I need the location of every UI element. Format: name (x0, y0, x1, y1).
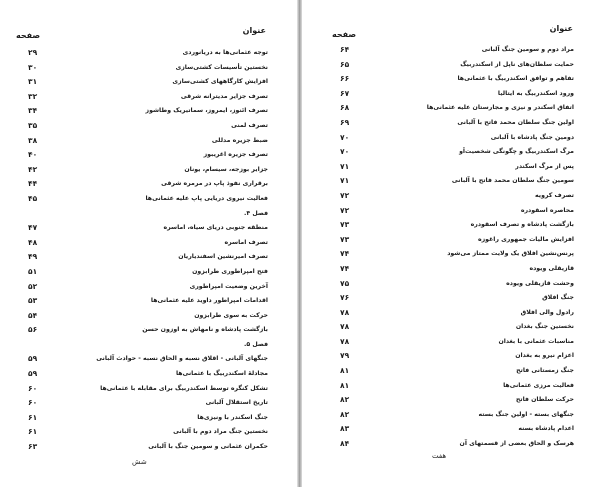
toc-entry-title: تصرف اماسره (224, 238, 268, 246)
toc-entry-page: ۶۹ (340, 117, 350, 127)
toc-entry-title: رادول والی افلاق (520, 308, 574, 316)
toc-entry-page: ۸۳ (340, 424, 350, 434)
toc-entry (28, 75, 268, 90)
toc-entry-page: ۶۰ (28, 398, 38, 408)
toc-entry (340, 218, 574, 233)
toc-entry-title: دومین جنگ پادشاه با آلبانی (490, 133, 574, 141)
toc-entry-title: پس از مرگ اسکندر (515, 162, 574, 170)
toc-entry (28, 221, 268, 236)
toc-entry-page: ۷۴ (340, 263, 350, 273)
toc-entry-title: اقدامات امپراطور داوید علیه عثمانی‌ها (150, 297, 268, 305)
toc-entry-page: ۸۲ (340, 409, 350, 419)
toc-entry-page: ۷۸ (340, 336, 350, 346)
toc-entry-title: مراد دوم و سومین جنگ آلبانی (481, 46, 574, 53)
toc-entry-page: ۴۴ (28, 179, 38, 189)
toc-entry-page: ۷۳ (340, 234, 350, 244)
toc-entry-page: ۶۶ (340, 74, 350, 84)
toc-entry-title: افزایش مالیات جمهوری راغوزه (477, 235, 574, 243)
toc-entry-page: ۶۱ (28, 427, 38, 437)
toc-entry-page: ۶۷ (340, 88, 350, 98)
toc-entry-title: فعالیت نیروی دریایی پاپ علیه عثمانی‌ها (145, 194, 268, 202)
toc-entry (340, 204, 574, 219)
toc-entry-title: مناسبات عثمانی با بغدان (498, 337, 574, 345)
toc-entry-page: ۸۱ (340, 366, 350, 376)
toc-entry-title: بازگشت پادشاه و نامهاش به اوزون حسن (142, 326, 268, 334)
right-folio: هفت (432, 452, 447, 460)
left-folio: شش (132, 458, 147, 466)
toc-entry-page: ۵۳ (28, 296, 38, 306)
toc-entry (340, 437, 574, 452)
toc-entry (340, 131, 574, 146)
toc-entry-title: آخرین وضعیت امپراطوری (189, 282, 268, 290)
toc-entry (340, 277, 574, 292)
toc-entry (28, 323, 268, 338)
toc-entry (28, 119, 268, 134)
toc-entry (28, 134, 268, 149)
toc-entry-page: ۳۱ (28, 77, 38, 87)
toc-entry (340, 408, 574, 423)
toc-entry-page: ۸۱ (340, 380, 350, 390)
toc-entry-title: جنگهای بسته - اولین جنگ بسته (478, 410, 574, 418)
toc-entry (340, 116, 574, 131)
toc-entry (28, 352, 268, 367)
toc-entry (340, 349, 574, 364)
toc-entry (340, 189, 574, 204)
toc-entry-page: ۷۲ (340, 205, 350, 215)
toc-entry-page: ۷۲ (340, 190, 350, 200)
toc-entry-title: تصرف لمنی (231, 121, 268, 129)
left-toc-list (28, 46, 268, 455)
toc-entry-title: حمایت سلطان‌های ناپل از اسکندربیگ (460, 60, 574, 68)
toc-entry (28, 382, 268, 397)
toc-entry-page: ۷۸ (340, 322, 350, 332)
toc-entry (340, 306, 574, 321)
right-header-page: صفحه (332, 30, 357, 39)
toc-entry-page: ۷۸ (340, 307, 350, 317)
toc-entry-page: ۴۷ (28, 223, 38, 233)
toc-entry-title: ورود اسکندربیگ به ایتالیا (497, 89, 574, 97)
toc-entry-page: ۶۰ (28, 383, 38, 393)
toc-entry (28, 148, 268, 163)
toc-entry-title: محاصره اسقودره (520, 206, 574, 214)
toc-entry (340, 174, 574, 189)
toc-entry-title: حرکت به سوی طرابزون (194, 311, 268, 319)
toc-entry-title: جنگهای آلبانی - اقلاق نسبه و الحاق نسبه - حوادث آلبانی (96, 355, 268, 363)
toc-entry (28, 163, 268, 178)
toc-entry-title: نخستین جنگ مراد دوم با آلبانی (173, 428, 268, 436)
toc-entry-title: تفاهم و توافق اسکندربیگ با عثمانی‌ها (457, 75, 574, 83)
toc-entry (340, 364, 574, 379)
toc-entry-title: فصل ۵. (244, 340, 268, 348)
toc-entry-page: ۷۹ (340, 351, 350, 361)
toc-entry-title: مرگ اسکندربیگ و چگونگی شخصیت‌اَو (459, 148, 574, 156)
left-page (0, 0, 298, 487)
toc-entry-page: ۷۶ (340, 293, 350, 303)
toc-entry (28, 396, 268, 411)
toc-entry-title: اعدام پادشاه بسنه (518, 425, 574, 433)
toc-entry-page: ۳۵ (28, 120, 38, 130)
toc-entry (28, 440, 268, 455)
toc-entry-page: ۴۲ (28, 164, 38, 174)
toc-entry (28, 236, 268, 251)
toc-entry (28, 411, 268, 426)
toc-entry-page: ۵۲ (28, 281, 38, 291)
toc-entry-title: نخستین جنگ بغدان (515, 323, 574, 331)
toc-entry-page: ۷۴ (340, 249, 350, 259)
toc-entry-title: ضبط جزیره مدللی (211, 136, 268, 144)
toc-entry-title: سومین جنگ سلطان محمد فاتح با آلبانی (451, 177, 574, 185)
toc-entry-title: تشکل کنگره توسط اسکندربیگ برای مقابله با عثمانی‌ها (100, 384, 268, 392)
toc-entry-page: ۷۱ (340, 176, 350, 186)
toc-entry-page: ۷۳ (340, 220, 350, 230)
right-header-title: عنوان (549, 24, 573, 33)
toc-entry-page: ۴۵ (28, 193, 38, 203)
toc-entry (340, 160, 574, 175)
toc-entry (340, 58, 574, 73)
toc-entry (340, 72, 574, 87)
toc-entry (28, 338, 268, 353)
toc-entry-page: ۷۰ (340, 132, 350, 142)
toc-entry (340, 379, 574, 394)
toc-entry-page: ۵۶ (28, 325, 38, 335)
toc-entry (28, 61, 268, 76)
toc-entry-page: ۴۸ (28, 237, 38, 247)
toc-entry-title: فعالیت مرزی عثمانی‌ها (503, 381, 574, 389)
toc-entry (28, 177, 268, 192)
toc-entry (28, 207, 268, 222)
toc-entry-title: توجه عثمانی‌ها به دریانوردی (182, 49, 268, 56)
toc-entry-title: جزایر بوزجه، سیسام، یونان (184, 165, 268, 173)
toc-entry-title: اعزام نیرو به بغدان (515, 352, 574, 360)
toc-entry-title: تصرف کرویه (535, 191, 574, 199)
toc-entry (28, 294, 268, 309)
toc-entry-title: برقراری نفوذ پاپ در مرمره شرقی (161, 180, 268, 188)
toc-entry (340, 145, 574, 160)
toc-entry-page: ۳۸ (28, 135, 38, 145)
toc-entry (28, 265, 268, 280)
toc-entry (340, 247, 574, 262)
toc-entry-page: ۵۹ (28, 354, 38, 364)
toc-entry (28, 90, 268, 105)
toc-entry-page: ۶۵ (340, 59, 350, 69)
toc-entry-page: ۸۴ (340, 439, 350, 449)
toc-entry-page: ۷۰ (340, 147, 350, 157)
toc-entry (340, 320, 574, 335)
toc-entry (340, 101, 574, 116)
toc-entry-page: ۶۱ (28, 412, 38, 422)
toc-entry-title: فتح امپراطوری طرابزون (192, 267, 268, 275)
toc-entry-page: ۲۹ (28, 48, 38, 57)
toc-entry (28, 192, 268, 207)
toc-entry-page: ۶۴ (340, 45, 350, 54)
toc-entry-title: جنگ اسکندر با ونیزی‌ها (197, 413, 268, 421)
left-header-title: عنوان (242, 26, 266, 35)
toc-entry-page: ۵۴ (28, 310, 38, 320)
toc-entry-page: ۸۲ (340, 395, 350, 405)
toc-entry-title: جنگ زمستانی فاتح (516, 367, 574, 375)
toc-entry-title: بازگشت پادشاه و تصرف اسقودره (470, 221, 574, 229)
toc-entry-title: افزایش کارگاههای کشتی‌سازی (172, 78, 268, 86)
toc-entry-title: پرنس‌نشین افلاق یک ولایت ممتاز می‌شود (447, 250, 574, 258)
toc-entry (28, 280, 268, 295)
toc-entry (28, 250, 268, 265)
toc-entry-page: ۳۲ (28, 91, 38, 101)
toc-entry-page: ۵۱ (28, 266, 38, 276)
toc-entry-title: اولین جنگ سلطان محمد فاتح با آلبانی (457, 118, 574, 126)
toc-entry-page: ۶۸ (340, 103, 350, 113)
toc-entry-title: تصرف ائنوز، ایمروز، سماتیریک وطاشوز (145, 107, 268, 115)
toc-entry-title: هرسک و الحاق بعضی از قسمتهای آن (459, 440, 574, 448)
toc-entry-page: ۵۹ (28, 369, 38, 379)
toc-entry (340, 262, 574, 277)
toc-entry-title: تاریخ استقلال آلبانی (205, 399, 268, 407)
toc-entry-title: فصل ۴. (244, 209, 268, 217)
toc-entry (28, 367, 268, 382)
toc-entry (340, 233, 574, 248)
toc-entry (340, 393, 574, 408)
toc-entry-page: ۷۱ (340, 161, 350, 171)
toc-entry-title: منطقه جنوبی دریای سیاه، اماسره (163, 224, 268, 232)
toc-entry-page: ۴۰ (28, 150, 38, 160)
toc-entry-page: ۴۹ (28, 252, 38, 262)
toc-entry-title: جنگ افلاق (542, 294, 574, 302)
toc-entry-title: تصرف امیرنشین اسفندیاریان (178, 253, 268, 261)
toc-entry (28, 104, 268, 119)
toc-entry-title: تصرف جزایر مدیترانه شرقی (180, 92, 268, 100)
toc-entry (28, 309, 268, 324)
toc-entry-title: نخستین تأسیسات کشتی‌سازی (175, 63, 268, 71)
toc-entry-title: حرکت سلطان فاتح (515, 396, 574, 404)
toc-entry (28, 425, 268, 440)
right-toc-list (340, 43, 574, 452)
toc-entry-title: حکمران عثمانی و سومین جنگ با آلبانی (148, 443, 268, 451)
toc-entry-title: وحشت قازیقلی ویوده (506, 279, 574, 287)
toc-entry (28, 46, 268, 61)
toc-entry-title: مجادلهٔ اسکندربیگ با عثمانی‌ها (175, 370, 268, 378)
left-header-page: صفحه (16, 31, 41, 40)
toc-entry-title: اتفاق اسکندر و نیزی و مجارستان علیه عثمانی‌ها (426, 104, 574, 112)
toc-entry-title: قازیقلی ویوده (529, 264, 574, 272)
toc-entry (340, 422, 574, 437)
toc-entry-page: ۶۳ (28, 442, 38, 452)
toc-entry-page: ۳۰ (28, 62, 38, 72)
toc-entry-title: تصرف جزیره اغریبوز (203, 151, 268, 159)
toc-entry-page: ۷۵ (340, 278, 350, 288)
toc-entry (340, 291, 574, 306)
toc-entry (340, 43, 574, 58)
toc-entry (340, 335, 574, 350)
toc-entry (340, 87, 574, 102)
toc-entry-page: ۳۴ (28, 106, 38, 116)
right-page (302, 0, 601, 487)
